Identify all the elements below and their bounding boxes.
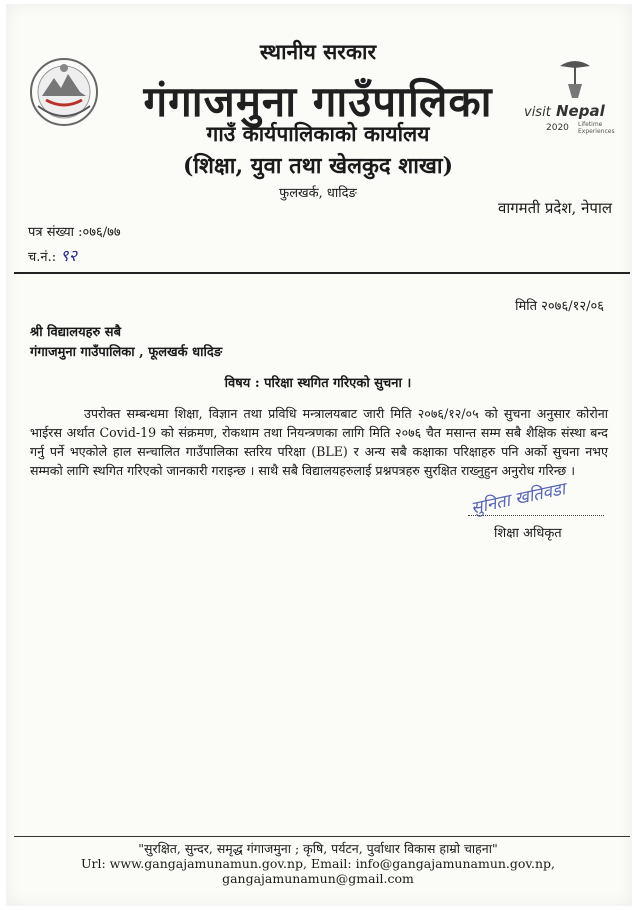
header-divider — [14, 272, 630, 274]
footer-contact: Url: www.gangajamunamun.gov.np, Email: info@gangajamunamun.gov.np, gangajamunamun@gmail.com — [80, 856, 556, 886]
dispatch-label: च.नं.: — [28, 250, 57, 265]
header-government: स्थानीय सरकार — [259, 39, 377, 64]
province-label: वागमती प्रदेश, नेपाल — [498, 199, 612, 217]
header-municipality: गंगाजमुना गाउँपालिका — [143, 77, 493, 126]
header-office: गाउँ कार्यपालिकाको कार्यालय — [206, 121, 430, 146]
svg-text:Lifetime: Lifetime — [578, 121, 603, 128]
svg-text:visit: visit — [524, 105, 551, 120]
addressee-line-1: श्री विद्यालयहरु सबै — [30, 325, 122, 340]
letter-number: पत्र संख्या :०७६/७७ — [28, 225, 121, 240]
dispatch-value: ९२ — [60, 246, 77, 265]
footer-divider — [14, 836, 630, 837]
letter-subject: विषय : परिक्षा स्थगित गरिएको सुचना । — [224, 376, 412, 391]
addressee-line-2: गंगाजमुना गाउँपालिका , फूलखर्क धादिङ — [30, 345, 223, 360]
svg-text:Nepal: Nepal — [556, 102, 605, 120]
header-location: फुलखर्क, धादिङ — [279, 186, 357, 201]
svg-text:2020: 2020 — [546, 123, 569, 133]
letter-body-text: उपरोक्त सम्बन्धमा शिक्षा, विज्ञान तथा प्रविधि मन्त्रालयबाट जारी मिति २०७६/१२/०५ को सुचना अनुसार कोरोना भाईरस अर्थात Covid-19 को संक्रमण, रोकथाम तथा नियन्त्रणका लागि मिति २०७६ चैत मसान्त सम्म सबै शैक्षिक संस्था बन्द गर्नु पर्ने भएकोले हाल सन्चालित गाउँपालिका स्तरिय परिक्षा (BLE) र अन्य सबै कक्षाका परिक्षाहरु पनि अर्को सुचना नभए सम्मको लागि स्थगित गरिएको जानकारी गराइन्छ । साथै सबै विद्यालयहरुलाई प्रश्नपत्रहरु सुरक्षित राख्नुहुन अनुरोध गरिन्छ । — [30, 406, 608, 478]
handwritten-signature: सुनिता खतिवडा — [469, 479, 568, 519]
signature-line — [468, 515, 604, 516]
letter-body — [30, 404, 608, 480]
dispatch-number — [28, 244, 77, 266]
header-section: (शिक्षा, युवा तथा खेलकुद शाखा) — [182, 153, 454, 179]
letter-date: मिति २०७६/१२/०६ — [515, 299, 604, 314]
svg-text:Experiences: Experiences — [578, 128, 615, 135]
signatory-title: शिक्षा अधिकृत — [494, 526, 562, 541]
footer-slogan: "सुरक्षित, सुन्दर, समृद्ध गंगाजमुना ; कृषि, पर्यटन, पुर्वाधार विकास हाम्रो चाहना" — [138, 841, 498, 856]
